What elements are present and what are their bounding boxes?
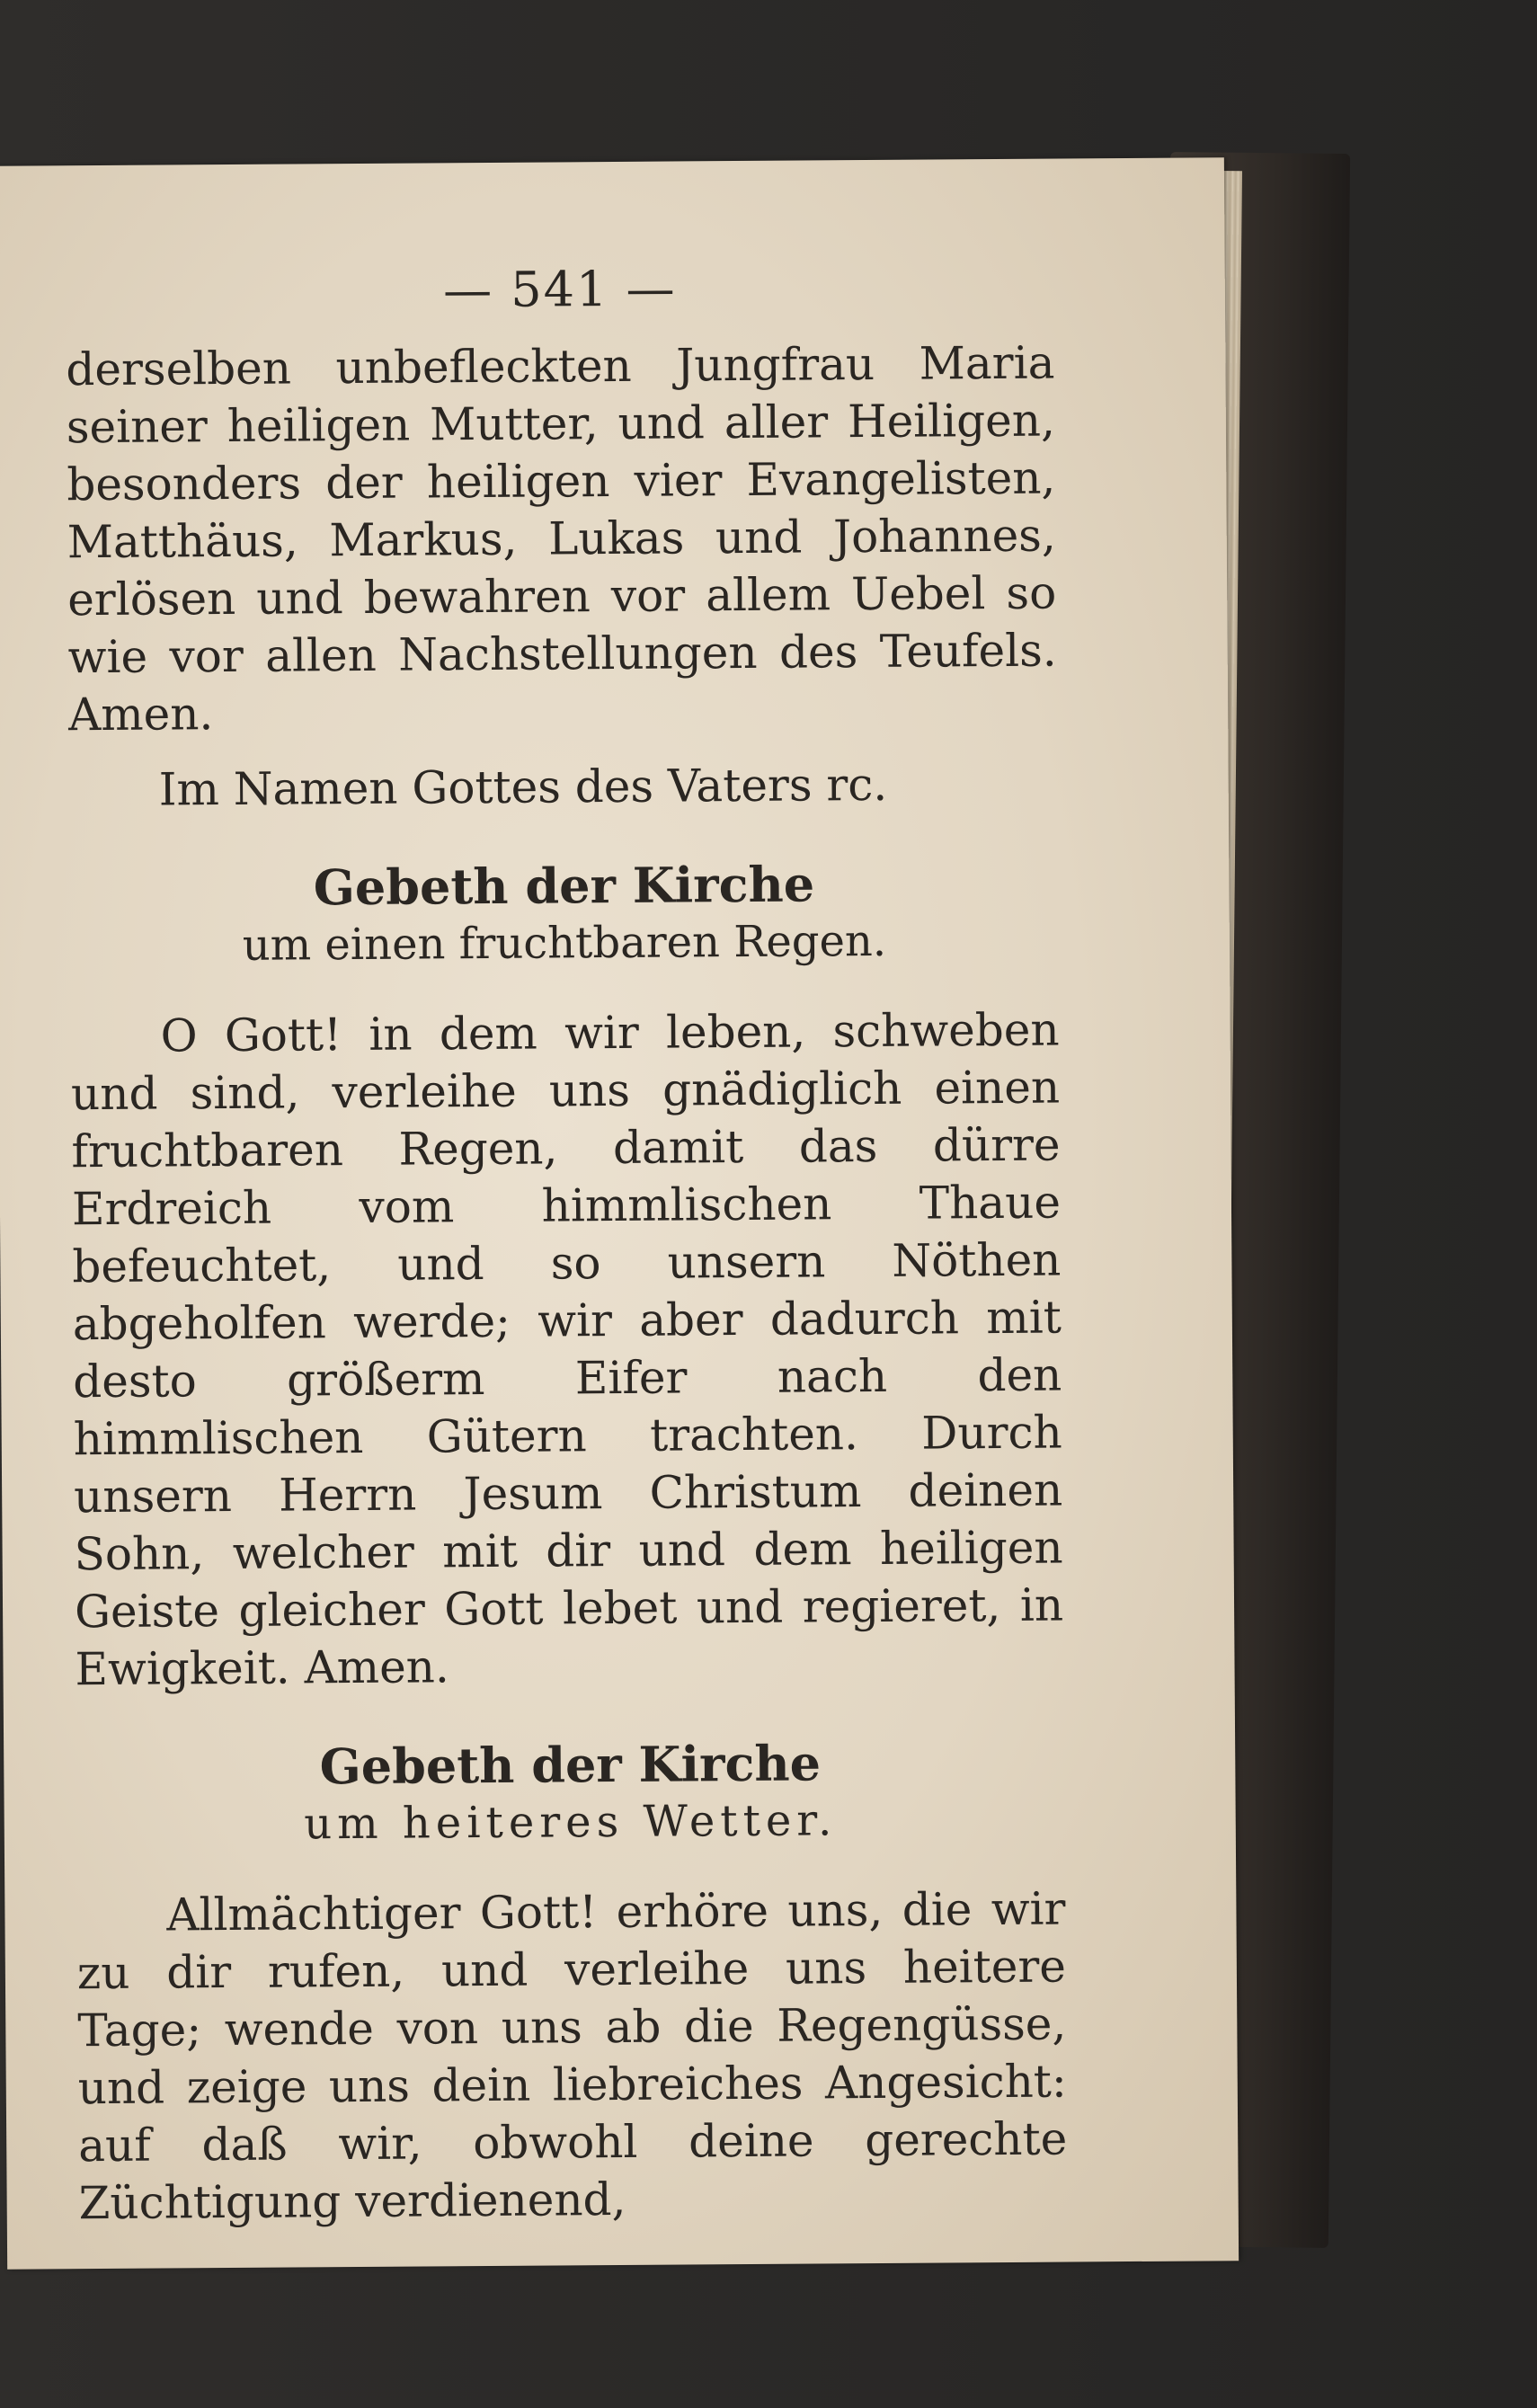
heading-prayer-rain: Gebeth der Kirche: [313, 855, 815, 917]
book-page: [0, 157, 1239, 2270]
paragraph-prayer-weather: Allmächtiger Gott! erhöre uns, die wir zu dir rufen, und verleihe uns heitere Tage; wende von uns ab die Regengüsse, und zeige uns dein liebreiches Angesicht: auf daß wir, obwohl deine gerechte Züchtigung verdienend,: [76, 1882, 1068, 2230]
page-text: [66, 258, 1068, 2233]
paragraph-intercession: derselben unbefleckten Jungfrau Maria seiner heiligen Mutter, und aller Heiligen, besonders der heiligen vier Evangelisten, Matthäus, Markus, Lukas und Johannes, erlösen und bewahren vor allem Uebel so wie vor allen Nachstellungen des Teufels. Amen.: [66, 336, 1057, 742]
subheading-prayer-rain: um einen fruchtbaren Regen.: [242, 915, 887, 971]
page-number: — 541 —: [442, 260, 677, 319]
paragraph-prayer-rain: O Gott! in dem wir leben, schweben und sind, verleihe uns gnädiglich einen fruchtbaren Regen, damit das dürre Erdreich vom himmlischen Thaue befeuchtet, und so unsern Nöthen abgeholfen werde; wir aber dadurch mit desto größerm Eifer nach den himmlischen Gütern trachten. Durch unsern Herrn Jesum Christum deinen Sohn, welcher mit dir und dem heiligen Geiste gleicher Gott lebet und regieret, in Ewigkeit. Amen.: [70, 1003, 1064, 1696]
paragraph-blessing: Im Namen Gottes des Vaters rc.: [158, 758, 888, 816]
subheading-prayer-weather: um heiteres Wetter.: [304, 1795, 838, 1850]
heading-prayer-weather: Gebeth der Kirche: [319, 1734, 822, 1796]
